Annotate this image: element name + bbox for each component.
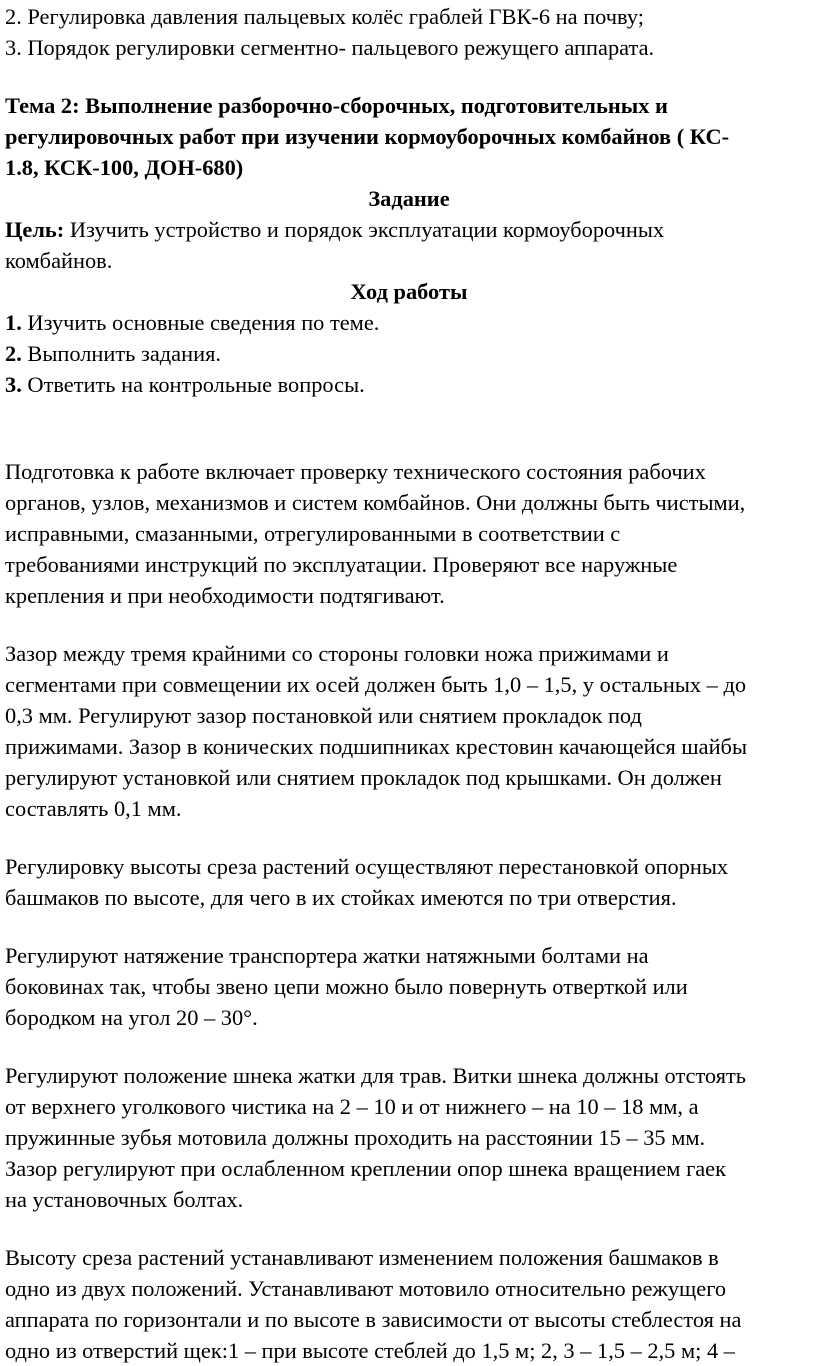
step-number: 1. (5, 310, 22, 335)
paragraph-line: 0,3 мм. Регулируют зазор постановкой или снятием прокладок под (5, 703, 642, 728)
paragraph-line: от верхнего уголкового чистика на 2 – 10 и от нижнего – на 10 – 18 мм, а (5, 1094, 699, 1119)
paragraph-line: башмаков по высоте, для чего в их стойках имеются по три отверстия. (5, 885, 677, 910)
paragraph-line: одно из двух положений. Устанавливают мотовило относительно режущего (5, 1276, 727, 1301)
paragraph-cut-height (5, 851, 813, 913)
step-item (5, 307, 813, 338)
step-item (5, 338, 813, 369)
paragraph-conveyor (5, 940, 813, 1033)
paragraph-line: боковинах так, чтобы звено цепи можно было повернуть отверткой или (5, 974, 688, 999)
spacer (5, 611, 813, 638)
paragraph-line: составлять 0,1 мм. (5, 796, 182, 821)
step-text: Выполнить задания. (21, 341, 221, 366)
paragraph-line: бородком на угол 20 – 30°. (5, 1005, 258, 1030)
paragraph-line: Регулируют натяжение транспортера жатки натяжными болтами на (5, 943, 649, 968)
paragraph-line: пружинные зубья мотовила должны проходить на расстоянии 15 – 35 мм. (5, 1125, 706, 1150)
paragraph-line: Регулировку высоты среза растений осуществляют перестановкой опорных (5, 854, 729, 879)
goal-block (5, 214, 813, 276)
paragraph-reel (5, 1242, 813, 1366)
steps-list (5, 307, 813, 400)
topic-title-line: регулировочных работ при изучении кормоуборочных комбайнов ( КС- (5, 124, 730, 149)
paragraph-line: исправными, смазанными, отрегулированными в соответствии с (5, 521, 621, 546)
paragraph-line: аппарата по горизонтали и по высоте в зависимости от высоты стеблестоя на (5, 1307, 742, 1332)
step-number: 2. (5, 341, 22, 366)
goal-label: Цель: (5, 217, 65, 242)
paragraph-line: Зазор регулируют при ослабленном креплении опор шнека вращением гаек (5, 1156, 727, 1181)
list-item: 2. Регулировка давления пальцевых колёс граблей ГВК-6 на почву; (5, 4, 644, 29)
paragraph-line: одно из отверстий щек:1 – при высоте стеблей до 1,5 м; 2, 3 – 1,5 – 2,5 м; 4 – (5, 1338, 735, 1363)
spacer (5, 824, 813, 851)
step-text: Ответить на контрольные вопросы. (21, 372, 365, 397)
topic-title (5, 90, 813, 183)
paragraph-line: регулируют установкой или снятием прокладок под крышками. Он должен (5, 765, 722, 790)
goal-line (5, 214, 813, 245)
paragraph-line: Высоту среза растений устанавливают изменением положения башмаков в (5, 1245, 719, 1270)
step-number: 3. (5, 372, 22, 397)
list-item: 3. Порядок регулировки сегментно- пальцевого режущего аппарата. (5, 35, 655, 60)
topic-title-line: 1.8, КСК-100, ДОН-680) (5, 155, 244, 180)
paragraph-line: сегментами при совмещении их осей должен быть 1,0 – 1,5, у остальных – до (5, 672, 747, 697)
paragraph-auger (5, 1060, 813, 1215)
spacer (5, 400, 813, 456)
paragraph-clearance (5, 638, 813, 824)
top-list (5, 1, 813, 63)
spacer (5, 63, 813, 90)
step-text: Изучить основные сведения по теме. (21, 310, 380, 335)
paragraph-line: Зазор между тремя крайними со стороны головки ножа прижимами и (5, 641, 669, 666)
paragraph-line: прижимами. Зазор в конических подшипниках крестовин качающейся шайбы (5, 734, 747, 759)
task-heading: Задание (368, 186, 450, 211)
goal-line: комбайнов. (5, 248, 113, 273)
paragraph-line: органов, узлов, механизмов и систем комбайнов. Они должны быть чистыми, (5, 490, 746, 515)
paragraph-line: Подготовка к работе включает проверку технического состояния рабочих (5, 459, 706, 484)
spacer (5, 1033, 813, 1060)
document-page (5, 1, 813, 1366)
progress-heading: Ход работы (350, 279, 468, 304)
step-item (5, 369, 813, 400)
spacer (5, 1215, 813, 1242)
paragraph-line: на установочных болтах. (5, 1187, 244, 1212)
paragraph-preparation (5, 456, 813, 611)
goal-text: Изучить устройство и порядок эксплуатации кормоуборочных (64, 217, 665, 242)
paragraph-line: крепления и при необходимости подтягивают. (5, 583, 445, 608)
topic-title-line: Тема 2: Выполнение разборочно-сборочных, подготовительных и (5, 93, 668, 118)
paragraph-line: Регулируют положение шнека жатки для трав. Витки шнека должны отстоять (5, 1063, 746, 1088)
paragraph-line: требованиями инструкций по эксплуатации. Проверяют все наружные (5, 552, 678, 577)
spacer (5, 913, 813, 940)
